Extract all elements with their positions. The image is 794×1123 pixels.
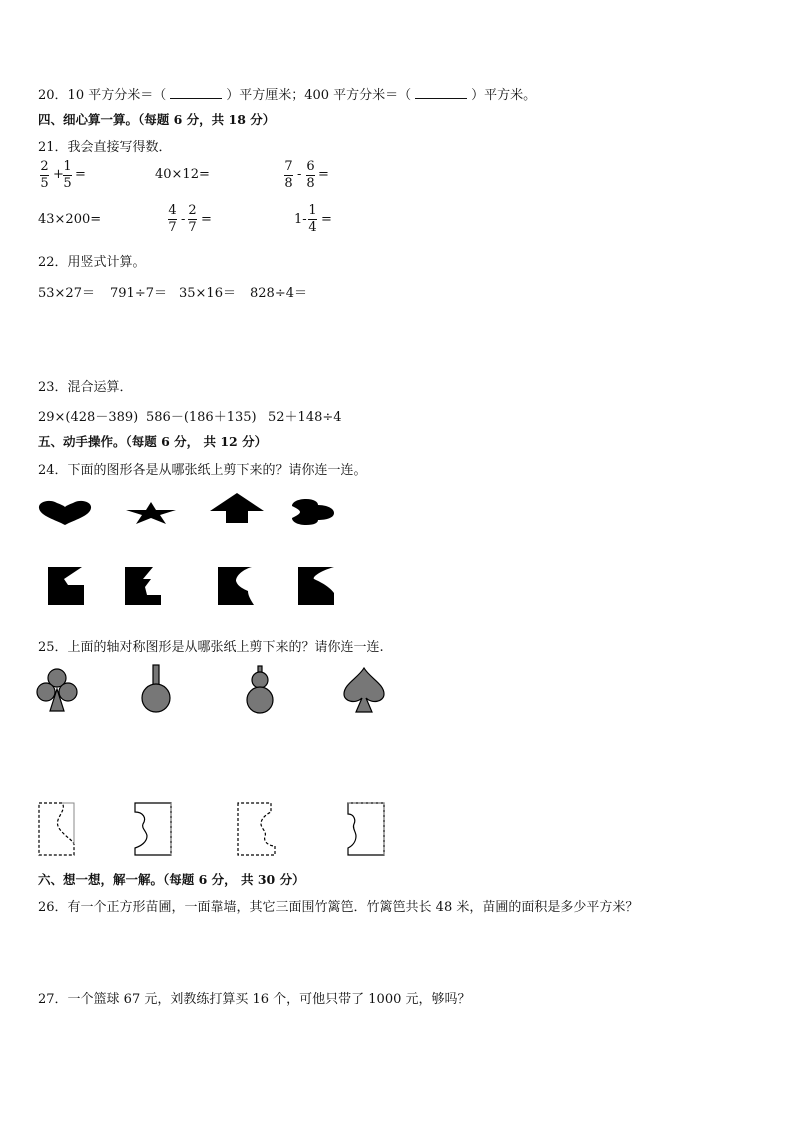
fraction: 2 5 <box>40 159 49 191</box>
answer-blank-1[interactable] <box>170 87 222 99</box>
expr-40x12: 40×12= <box>155 167 210 182</box>
q23-item: 586－(186＋135) <box>146 410 257 425</box>
cut-paper-icon[interactable] <box>298 567 334 605</box>
blob-shape-icon[interactable] <box>292 499 334 525</box>
q20-part-a: 20．10 平方分米＝（ <box>38 88 167 103</box>
q22-item: 791÷7＝ <box>110 286 167 301</box>
q24-text: 24．下面的图形各是从哪张纸上剪下来的？请你连一连。 <box>38 463 367 478</box>
section-6-heading: 六、想一想，解一解。（每题 6 分， 共 30 分） <box>38 872 305 887</box>
flask-shape-icon[interactable] <box>140 664 172 714</box>
operator: - <box>181 212 186 227</box>
equals: = <box>321 212 332 227</box>
fraction: 2 7 <box>188 203 197 235</box>
equals: = <box>201 212 212 227</box>
q20-part-b: ）平方厘米；400 平方分米＝（ <box>226 88 412 103</box>
cut-paper-icon[interactable] <box>218 567 254 605</box>
q23-item: 52＋148÷4 <box>268 410 342 425</box>
answer-blank-2[interactable] <box>415 87 467 99</box>
paper-outline-icon[interactable] <box>133 802 173 856</box>
q20-text <box>38 84 536 103</box>
equals: = <box>75 167 86 182</box>
cut-paper-icon[interactable] <box>125 567 161 605</box>
q23-title: 23．混合运算． <box>38 380 133 395</box>
operator: - <box>297 167 302 182</box>
paper-outline-icon[interactable] <box>237 802 277 856</box>
paper-outline-icon[interactable] <box>346 802 386 856</box>
fraction: 1 4 <box>308 203 317 235</box>
paper-outline-icon[interactable] <box>38 802 76 856</box>
heart-shape-icon[interactable] <box>38 500 92 526</box>
expr-43x200: 43×200= <box>38 212 102 227</box>
q23-item: 29×(428－389) <box>38 410 139 425</box>
expr-1-minus: 1- <box>294 212 307 227</box>
q20-part-c: ）平方米。 <box>471 88 537 103</box>
q22-item: 35×16＝ <box>179 286 236 301</box>
q22-title: 22．用竖式计算。 <box>38 255 146 270</box>
star-shape-icon[interactable] <box>126 502 176 524</box>
q26-text: 26．有一个正方形苗圃，一面靠墙，其它三面围竹篱笆．竹篱笆共长 48 米，苗圃的面积是多少平方米？ <box>38 900 639 915</box>
q22-item: 828÷4＝ <box>250 286 307 301</box>
fraction: 4 7 <box>168 203 177 235</box>
gourd-shape-icon[interactable] <box>244 665 276 715</box>
section-4-heading: 四、细心算一算。（每题 6 分，共 18 分） <box>38 112 276 127</box>
section-5-heading: 五、动手操作。（每题 6 分， 共 12 分） <box>38 434 268 449</box>
fraction: 7 8 <box>284 159 293 191</box>
equals: = <box>318 167 329 182</box>
arrow-shape-icon[interactable] <box>210 493 264 523</box>
operator: + <box>53 167 64 182</box>
fraction: 6 8 <box>306 159 315 191</box>
spade-shape-icon[interactable] <box>342 666 386 714</box>
q25-text: 25．上面的轴对称图形是从哪张纸上剪下来的？请你连一连. <box>38 640 384 655</box>
fraction: 1 5 <box>63 159 72 191</box>
q27-text: 27．一个篮球 67 元，刘教练打算买 16 个，可他只带了 1000 元，够吗？ <box>38 992 471 1007</box>
cut-paper-icon[interactable] <box>48 567 84 605</box>
club-shape-icon[interactable] <box>36 667 78 713</box>
q21-title: 21．我会直接写得数． <box>38 140 172 155</box>
q22-item: 53×27＝ <box>38 286 95 301</box>
